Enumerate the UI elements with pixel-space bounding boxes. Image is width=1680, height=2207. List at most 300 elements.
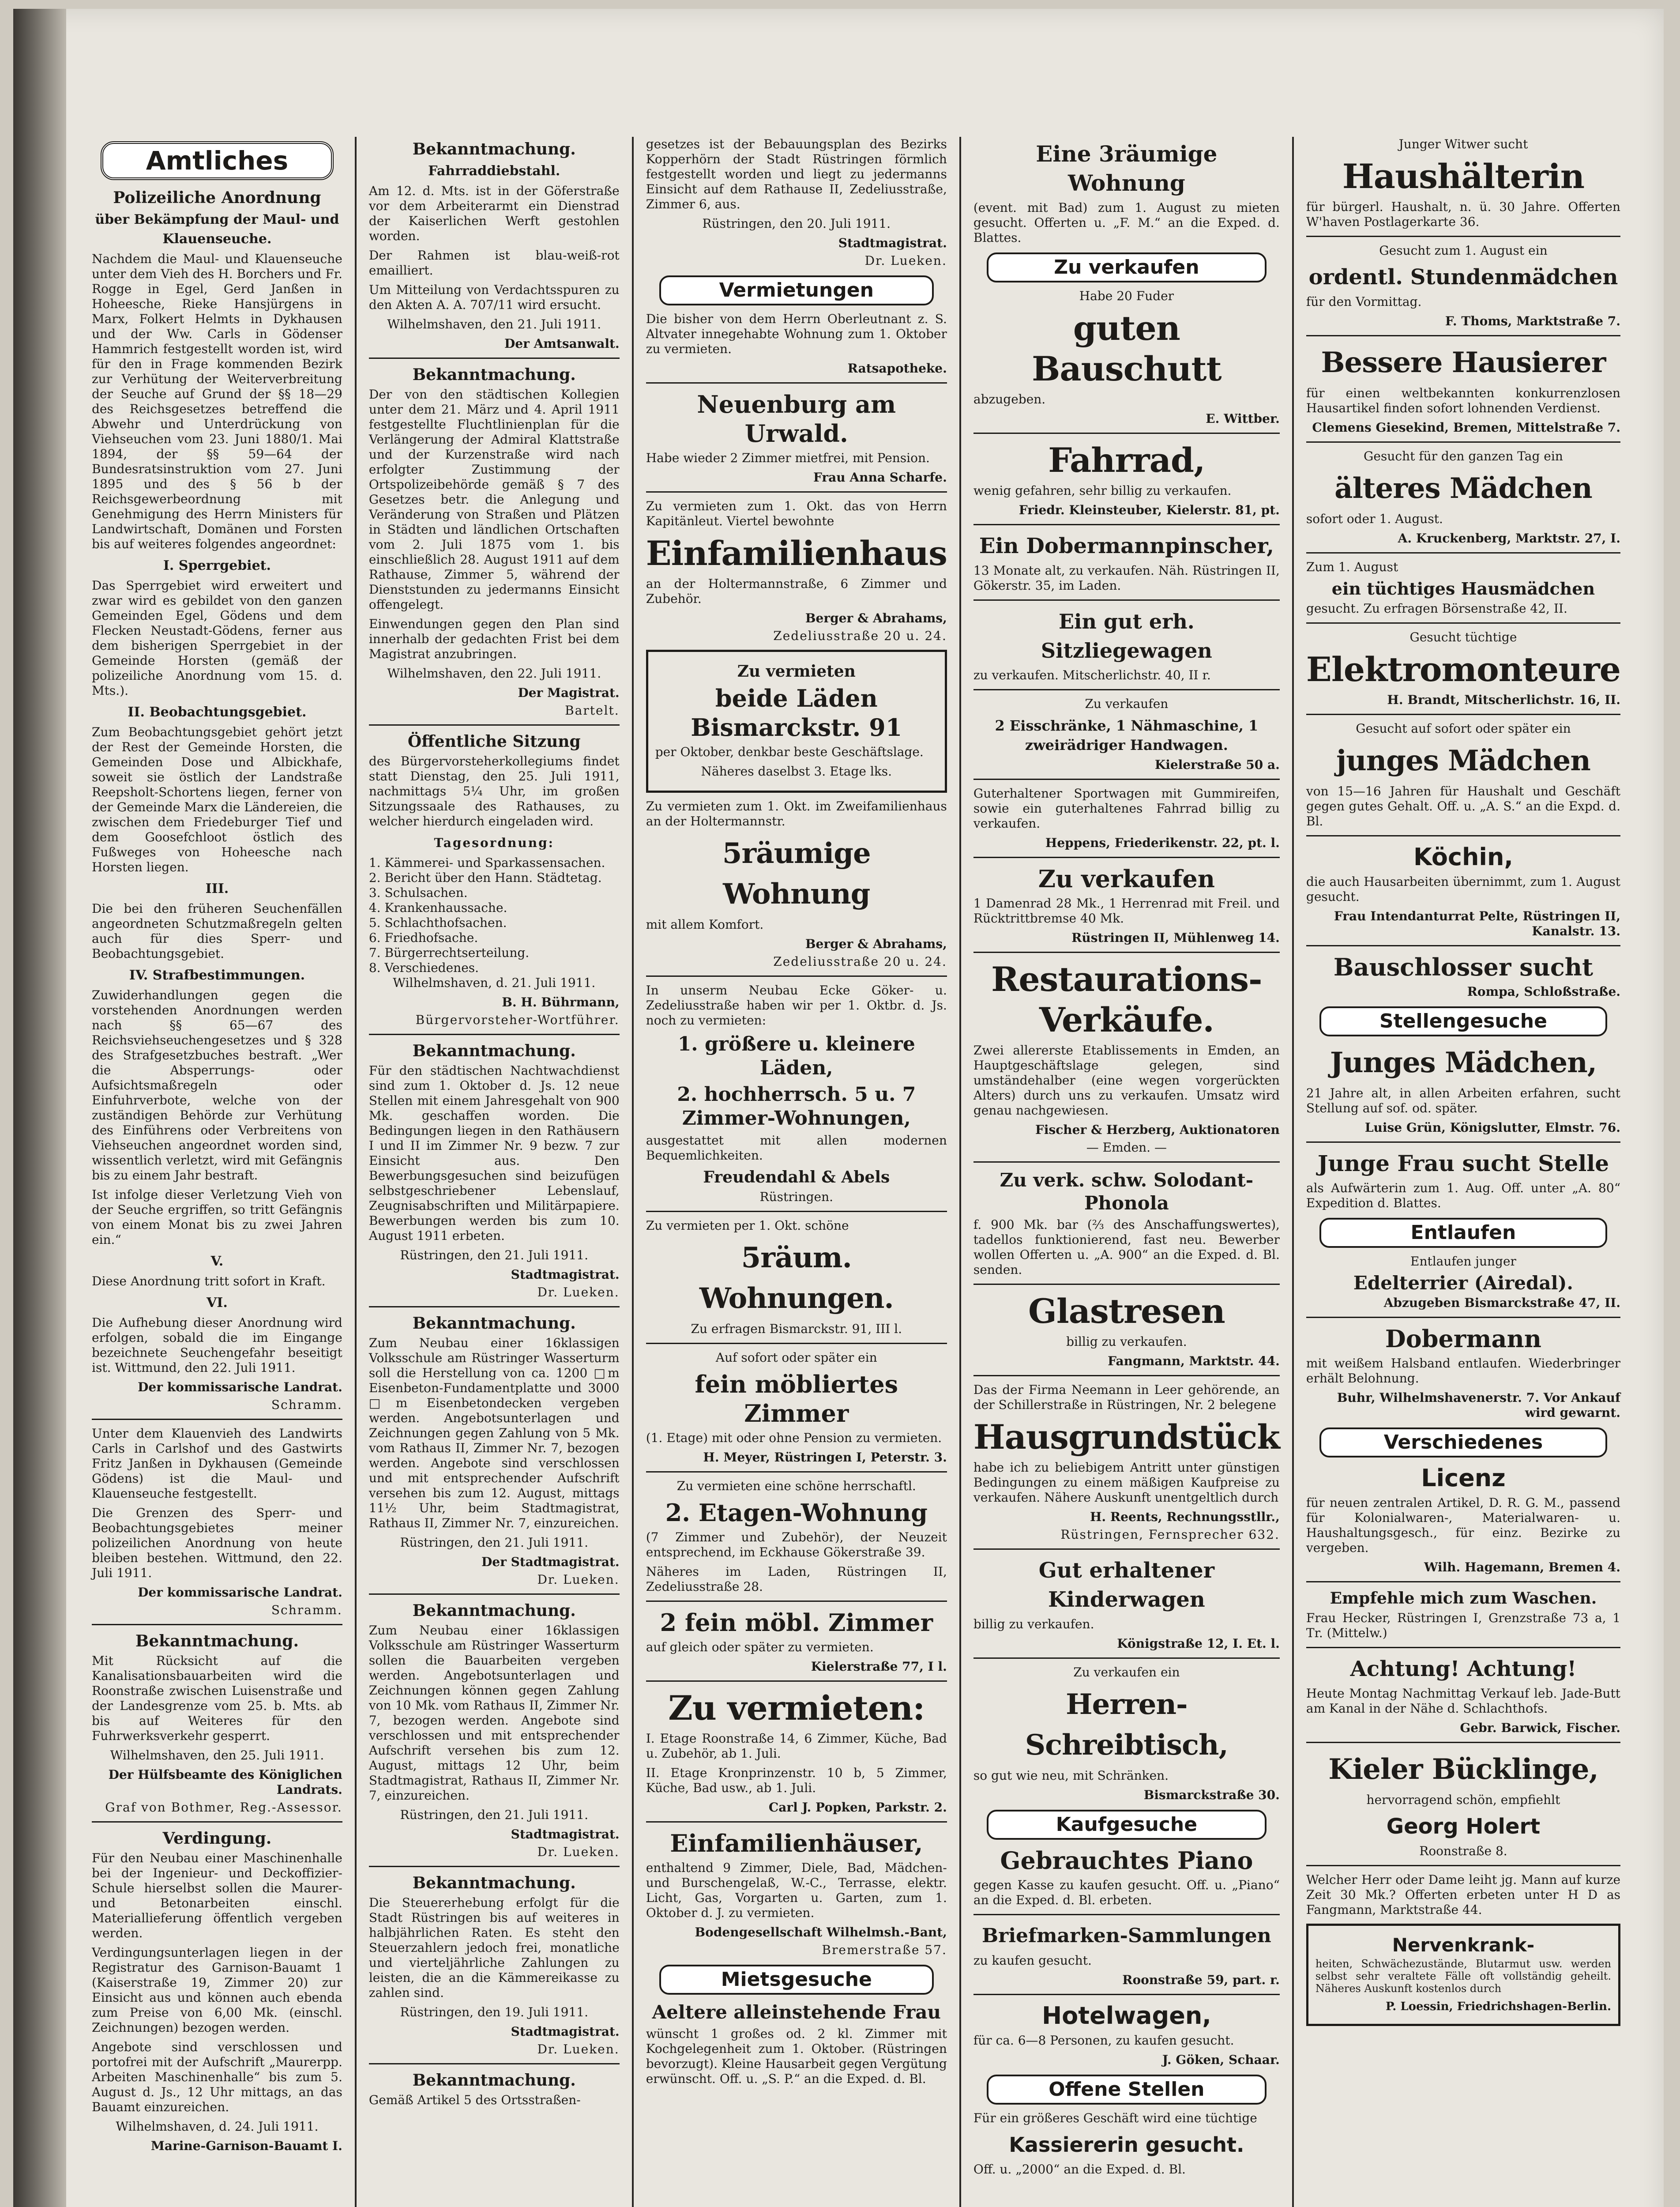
ad-headline: Bessere Hausierer — [1321, 346, 1606, 379]
ad-text: Zu verkaufen ein — [1073, 1665, 1180, 1680]
paragraph: Der Rahmen ist blau-weiß-rot emailliert. — [368, 248, 620, 278]
ad-signature: H. Meyer, Rüstringen I, Peterstr. 3. — [703, 1450, 947, 1465]
divider — [973, 689, 1280, 690]
ad-headline: Ein gut erh. Sitzliegewagen — [1041, 610, 1212, 663]
agenda-item: 3. Schulsachen. — [368, 885, 468, 900]
ad-signature: Kielerstraße 50 a. — [1154, 757, 1280, 772]
divider — [1306, 1647, 1620, 1648]
columns — [79, 137, 1633, 2207]
ad-text: Zwei allererste Etablissements in Emden, an Hauptgeschäftslage gelegen, sind umständehalber (eine wegen vorgerückten Alters) durch uns zu verkaufen. Umsatz wird genau nachgewiesen. — [973, 1043, 1280, 1118]
ad-headline: Hausgrundstück — [973, 1417, 1280, 1457]
paragraph: Wilhelmshaven, d. 21. Juli 1911. — [393, 975, 596, 990]
divider — [369, 1866, 620, 1867]
signature: Der kommissarische Landrat. — [138, 1585, 342, 1600]
divider — [369, 1034, 620, 1035]
ad-text: Zu vermieten eine schöne herrschaftl. — [677, 1479, 916, 1493]
agenda-heading: Tagesordnung: — [434, 836, 554, 850]
section-banner-kaufgesuche: Kaufgesuche — [987, 1810, 1267, 1840]
ad-headline: 2 Eisschränke, 1 Nähmaschine, 1 zweirädriger Handwagen. — [995, 717, 1259, 753]
paragraph: Wilhelmshaven, d. 24. Juli 1911. — [116, 2119, 319, 2134]
divider — [973, 1284, 1280, 1285]
ad-signature: Heppens, Friederikenstr. 22, pt. l. — [1045, 836, 1280, 850]
notice-title: Bekanntmachung. — [412, 1874, 576, 1892]
divider — [973, 599, 1280, 601]
divider — [646, 1471, 947, 1473]
ad-text: für bürgerl. Haushalt, n. ü. 30 Jahre. Offerten W'haven Postlagerkarte 36. — [1306, 200, 1621, 229]
section-banner-offene-stellen: Offene Stellen — [987, 2075, 1267, 2105]
ad-text: Junger Witwer sucht — [1398, 137, 1528, 151]
column-2 — [355, 137, 632, 2207]
ad-signature: Frau Anna Scharfe. — [813, 470, 947, 485]
ad-text: ausgestattet mit allen modernen Bequemlichkeiten. — [646, 1133, 947, 1163]
signature: Der Magistrat. — [518, 685, 620, 700]
column-1 — [79, 137, 355, 2207]
ad-text: per Oktober, denkbar beste Geschäftslage. — [655, 745, 924, 759]
ad-headline: Bauschlosser sucht — [1333, 953, 1594, 981]
agenda-item: 8. Verschiedenes. — [368, 960, 479, 975]
ad-signature: Wilh. Hagemann, Bremen 4. — [1424, 1560, 1621, 1574]
section-banner-verschiedenes: Verschiedenes — [1319, 1427, 1607, 1458]
ad-text: 21 Jahre alt, in allen Arbeiten erfahren, sucht Stellung auf sof. od. später. — [1306, 1086, 1621, 1115]
ad-text: mit allem Komfort. — [646, 917, 764, 932]
signature-name: Dr. Lueken. — [864, 253, 947, 268]
ad-headline: 1. größere u. kleinere Läden, — [677, 1033, 915, 1079]
ad-text: für neuen zentralen Artikel, D. R. G. M., passend für Kolonialwaren-, Materialwaren- u. Haushaltungsgesch., für einz. Bezirke zu vergeben. — [1306, 1495, 1621, 1555]
ad-signature: Roonstraße 8. — [1419, 1844, 1507, 1858]
agenda-item: 6. Friedhofsache. — [368, 930, 478, 945]
ad-text: (event. mit Bad) zum 1. August zu mieten gesucht. Offerten u. „F. M.“ an die Exped. d. Blattes. — [973, 200, 1280, 245]
section-heading: III. — [205, 881, 229, 896]
ad-text: habe ich zu beliebigem Antritt unter günstigen Bedingungen zu einem mäßigen Kaufpreise zu verkaufen. Nähere Auskunft unentgeltlich durch — [973, 1460, 1280, 1505]
ad-text: Das der Firma Neemann in Leer gehörende, an der Schillerstraße in Rüstringen, Nr. 2 belegene — [973, 1382, 1280, 1412]
paragraph: Nachdem die Maul- und Klauenseuche unter dem Vieh des H. Borchers und Fr. Rogge in Egel, Gerd Janßen in Hoheesche, Rieke Hansjürgens in Marx, Folkert Helmts in Dykhausen und der Ww. Carls in Gödenser Hammrich festgestellt worden ist, wird für den in Frage kommenden Bezirk zur Verhütung der Weiterverbreitung der Seuche auf Grund der §§ 18—29 des Reichsgesetzes betreffend die Abwehr und Unterdrückung von Viehseuchen vom 23. Juni 1880/1. Mai 1894, der §§ 59—64 der Bundesratsinstruktion vom 27. Juni 1895 und des § 56 b der Reichsgewerbeordnung mit Genehmigung des Herrn Ministers für Landwirtschaft, Domänen und Forsten bis auf weiteres folgendes angeordnet: — [92, 252, 342, 551]
section-banner-vermietungen: Vermietungen — [659, 275, 934, 305]
signature: Marine-Garnison-Bauamt I. — [150, 2139, 342, 2153]
ad-signature: Rompa, Schloßstraße. — [1467, 984, 1621, 999]
ad-headline: Restaurations-Verkäufe. — [991, 960, 1262, 1039]
paragraph: Die Aufhebung dieser Anordnung wird erfolgen, sobald die im Eingange bezeichnete Seuchengefahr beseitigt ist. Wittmund, den 22. Juli 1911. — [92, 1315, 342, 1375]
paragraph: Zum Beobachtungsgebiet gehört jetzt der Rest der Gemeinde Horsten, die Gemeinden Dose und Albickhafe, soweit sie östlich der Landstraße Reepsholt-Schortens liegen, ferner von der Gemeinde Marx die Ländereien, die zwischen dem Friedeburger Tief und dem Goosefchloot östlich des Fußweges von Hoheesche nach Horsten liegen. — [92, 725, 342, 874]
divider — [646, 382, 947, 384]
ad-headline: Elektromonteure — [1306, 650, 1621, 689]
ad-signature: Berger & Abrahams, — [805, 611, 947, 625]
section-heading: II. Beobachtungsgebiet. — [128, 704, 307, 720]
divider — [369, 2063, 620, 2064]
divider — [973, 1994, 1280, 1995]
ad-text: heiten, Schwächezustände, Blutarmut usw. werden selbst sehr veraltete Fälle oft vollständig geheilt. Näheres Auskunft kostenlos durch — [1315, 1958, 1612, 1995]
paragraph: Rüstringen, den 21. Juli 1911. — [400, 1248, 589, 1262]
divider — [646, 1211, 947, 1212]
ad-text: wünscht 1 großes od. 2 kl. Zimmer mit Kochgelegenheit zum 1. Oktober. (Rüstringen bevorzugt). Kleine Hausarbeit gegen Vergütung erwünscht. Off. u. „S. P.“ an die Exped. d. Bl. — [646, 2026, 947, 2086]
ad-signature: Friedr. Kleinsteuber, Kielerstr. 81, pt. — [1019, 503, 1280, 517]
notice-subtitle: Fahrraddiebstahl. — [428, 163, 560, 179]
ad-signature: H. Brandt, Mitscherlichstr. 16, II. — [1387, 693, 1621, 707]
ad-signature: Freudendahl & Abels — [703, 1168, 890, 1186]
notice-title: Öffentliche Sitzung — [407, 732, 581, 751]
ad-headline: Herren-Schreibtisch, — [1025, 1688, 1228, 1762]
paragraph: Einwendungen gegen den Plan sind innerhalb der gedachten Frist bei dem Magistrat anzubringen. — [368, 617, 620, 661]
ad-text: Gesucht zum 1. August ein — [1379, 243, 1548, 258]
ad-headline: Dobermann — [1385, 1325, 1541, 1353]
ad-signature: Bodengesellschaft Wilhelmsh.-Bant, — [695, 1925, 947, 1940]
ad-signature: F. Thoms, Marktstraße 7. — [1445, 314, 1621, 328]
signature-name: Bürgervorsteher-Wortführer. — [415, 1013, 620, 1027]
ad-text: Für ein größeres Geschäft wird eine tüchtige — [973, 2111, 1257, 2125]
ad-signature-address: — Emden. — — [1086, 1140, 1167, 1155]
section-banner-stellengesuche: Stellengesuche — [1319, 1006, 1607, 1036]
divider — [1306, 835, 1620, 836]
ad-text: (1. Etage) mit oder ohne Pension zu vermieten. — [646, 1431, 942, 1445]
paragraph: Rüstringen, den 21. Juli 1911. — [400, 1535, 589, 1550]
agenda-item: 4. Krankenhaussache. — [368, 900, 507, 915]
ad-text: Habe wieder 2 Zimmer mietfrei, mit Pension. — [646, 451, 930, 465]
ad-text: Zum 1. August — [1306, 560, 1398, 574]
ad-signature: Frau Intendanturrat Pelte, Rüstringen II, Kanalstr. 13. — [1334, 909, 1621, 938]
agenda-item: 5. Schlachthofsachen. — [368, 915, 507, 930]
agenda-item: 7. Bürgerrechtserteilung. — [368, 945, 530, 960]
ad-headline: Nervenkrank- — [1392, 1934, 1535, 1956]
notice-title: Bekanntmachung. — [412, 365, 576, 384]
notice-title: Bekanntmachung. — [412, 1601, 576, 1620]
ad-signature: Königstraße 12, I. Et. l. — [1117, 1636, 1280, 1651]
ad-signature: Carl J. Popken, Parkstr. 2. — [768, 1800, 947, 1815]
divider — [1306, 1581, 1620, 1582]
ad-headline: Neuenburg am Urwald. — [697, 390, 896, 448]
paragraph: Für den städtischen Nachtwachdienst sind zum 1. Oktober d. Js. 12 neue Stellen mit einem Jahresgehalt von 900 Mk. geschaffen worden. Die Bedingungen liegen in den Rathäusern I und II im Zimmer Nr. 9 bezw. 7 zur Einsicht aus. Den Bewerbungsgesuchen sind beizufügen selbstgeschriebener Lebenslauf, Zeugnisabschriften und Militärpapiere. Bewerbungen werden bis zum 10. August 1911 erbeten. — [368, 1063, 620, 1243]
divider — [369, 724, 620, 726]
ad-text: Frau Hecker, Rüstringen I, Grenzstraße 73 a, 1 Tr. (Mittelw.) — [1306, 1611, 1621, 1640]
ad-signature: J. Göken, Schaar. — [1162, 2053, 1280, 2067]
signature-name: Schramm. — [271, 1397, 342, 1412]
section-heading: VI. — [207, 1295, 228, 1311]
section-banner-mietsgesuche: Mietsgesuche — [659, 1965, 934, 1995]
paragraph: Rüstringen, den 21. Juli 1911. — [400, 1808, 589, 1822]
paragraph: Angebote sind verschlossen und portofrei mit der Aufschrift „Maurerpp. Arbeiten Maschinenhalle“ bis zum 5. August d. Js., 12 Uhr mittags, an das Bauamt einzureichen. — [92, 2040, 342, 2114]
ad-headline: Fahrrad, — [1048, 441, 1205, 480]
ad-box — [646, 650, 947, 793]
ad-headline: Eine 3räumige Wohnung — [1036, 141, 1218, 196]
ad-headline: Zu vermieten: — [668, 1688, 925, 1728]
ad-signature: Fangmann, Marktstr. 44. — [1108, 1354, 1280, 1368]
ad-signature: H. Reents, Rechnungsstllr., — [1090, 1510, 1280, 1524]
divider — [1306, 1865, 1620, 1866]
ad-text: Habe 20 Fuder — [1079, 289, 1174, 303]
ad-signature: P. Loessin, Friedrichshagen-Berlin. — [1386, 2000, 1612, 2013]
divider — [1306, 622, 1620, 624]
paragraph: Verdingungsunterlagen liegen in der Registratur des Garnison-Bauamt 1 (Kaiserstraße 19, Zimmer 20) zur Einsicht aus und können auch ebenda zum Preise von 6,00 Mk. (einschl. Zeichnungen) bezogen werden. — [92, 1945, 342, 2035]
signature-name: Schramm. — [271, 1603, 342, 1617]
paragraph: Der von den städtischen Kollegien unter dem 21. März und 4. April 1911 festgestellte Fluchtlinienplan für die Verlängerung der Admiral Klattstraße und der Kurzenstraße wird nach erfolgter Zustimmung der Ortspolizeibehörde gemäß § 7 des Gesetzes betr. die Anlegung und Veränderung von Straßen und Plätzen in Städten und ländlichen Ortschaften vom 2. Juli 1875 vom 1. bis einschließlich 28. August 1911 auf dem Rathause, Zimmer 5, während der Dienststunden zu jedermanns Einsicht offengelegt. — [368, 387, 620, 612]
ad-signature-address: Zedeliusstraße 20 u. 24. — [773, 954, 947, 969]
ad-text: zu kaufen gesucht. — [973, 1953, 1092, 1968]
ad-signature: Ratsapotheke. — [847, 361, 947, 376]
ad-headline: älteres Mädchen — [1334, 472, 1592, 505]
paragraph: Gemäß Artikel 5 des Ortsstraßen- — [368, 2093, 581, 2107]
section-banner-entlaufen: Entlaufen — [1319, 1218, 1607, 1248]
ad-headline: ein tüchtiges Hausmädchen — [1331, 579, 1595, 599]
paragraph: Wilhelmshaven, den 25. Juli 1911. — [110, 1748, 324, 1763]
ad-text: als Aufwärterin zum 1. Aug. Off. unter „A. 80“ Expedition d. Blattes. — [1306, 1181, 1621, 1210]
divider — [973, 433, 1280, 434]
ad-signature: Berger & Abrahams, — [805, 937, 947, 951]
paragraph: Rüstringen, den 19. Juli 1911. — [400, 2005, 589, 2019]
ad-text: die auch Hausarbeiten übernimmt, zum 1. August gesucht. — [1306, 874, 1621, 904]
ad-headline: junges Mädchen — [1336, 744, 1590, 777]
ad-headline: Zu verkaufen — [1038, 865, 1215, 893]
divider — [646, 1343, 947, 1344]
ad-text: Auf sofort oder später ein — [715, 1350, 877, 1365]
divider — [369, 1306, 620, 1307]
ad-text: für den Vormittag. — [1306, 294, 1422, 309]
paragraph: Das Sperrgebiet wird erweitert und zwar wird es gebildet von den ganzen Gemeinden Egel, Gödens und dem Flecken Neustadt-Gödens, ferner aus dem bisherigen Sperrgebiet in der Gemeinde Horsten (gemäß der polizeiliche Anordnung vom 15. d. Mts.). — [92, 578, 342, 698]
divider — [973, 857, 1280, 858]
ad-headline: Gebrauchtes Piano — [1000, 1846, 1253, 1875]
ad-text: zu verkaufen. Mitscherlichstr. 40, II r. — [973, 668, 1211, 682]
ad-headline: ordentl. Stundenmädchen — [1308, 265, 1618, 290]
ad-text: gesucht. Zu erfragen Börsenstraße 42, II. — [1306, 601, 1567, 616]
ad-text: sofort oder 1. August. — [1306, 512, 1443, 526]
ad-text: Zu vermieten zum 1. Okt. das von Herrn Kapitänleut. Viertel bewohnte — [646, 499, 947, 528]
ad-headline: Zu verk. schw. Solodant-Phonola — [1000, 1169, 1254, 1214]
divider — [646, 491, 947, 493]
ad-text: f. 900 Mk. bar (⅔ des Anschaffungswertes), tadellos funktionierend, fast neu. Bewerber wollen Offerten u. „A. 900“ an die Exped. d. Bl. senden. — [973, 1217, 1280, 1277]
paragraph: gesetzes ist der Bebauungsplan des Bezirks Kopperhörn der Stadt Rüstringen förmlich festgestellt worden und liegt zu jedermanns Einsicht auf dem Rathause II, Zedeliusstraße, Zimmer 6, aus. — [646, 137, 947, 211]
ad-signature-address: Zedeliusstraße 20 u. 24. — [773, 629, 947, 643]
ad-signature: Gebr. Barwick, Fischer. — [1460, 1721, 1621, 1735]
paragraph: Rüstringen, den 20. Juli 1911. — [702, 216, 891, 231]
ad-text: Zu vermieten per 1. Okt. schöne — [646, 1218, 849, 1233]
ad-text: Gesucht für den ganzen Tag ein — [1364, 449, 1563, 463]
ad-signature: Clemens Giesekind, Bremen, Mittelstraße 7. — [1312, 420, 1621, 435]
ad-headline: Ein Dobermannpinscher, — [979, 534, 1274, 558]
divider — [973, 779, 1280, 780]
paragraph: Unter dem Klauenvieh des Landwirts Carls in Carlshof und des Gastwirts Fritz Janßen in Dykhausen (Gemeinde Gödens) ist die Maul- und Klauenseuche festgestellt. — [92, 1426, 342, 1501]
ad-text: abzugeben. — [973, 392, 1046, 407]
divider — [973, 1657, 1280, 1659]
ad-text: Zu erfragen Bismarckstr. 91, III l. — [691, 1322, 902, 1336]
paragraph: Zuwiderhandlungen gegen die vorstehenden Anordnungen werden nach §§ 65—67 des Reichsviehseuchengesetzes und § 328 des Strafgesetzbuches bestraft. „Wer die Absperrungs- oder Aufsichtsmaßregeln oder Einfuhrverbote, welche von der zuständigen Behörde zur Verhütung des Einführens oder Verbreitens von Viehseuchen angeordnet worden sind, wissentlich verletzt, wird mit Gefängnis bis zu einem Jahr bestraft. — [92, 988, 342, 1183]
paragraph: Diese Anordnung tritt sofort in Kraft. — [92, 1274, 326, 1288]
ad-headline: Junges Mädchen, — [1330, 1046, 1597, 1079]
ad-text: wenig gefahren, sehr billig zu verkaufen. — [973, 483, 1232, 498]
agenda-item: 1. Kämmerei- und Sparkassensachen. — [368, 855, 605, 870]
ad-headline: Edelterrier (Airedal). — [1353, 1272, 1574, 1294]
notice-title: Bekanntmachung. — [135, 1632, 299, 1650]
ad-text: an der Holtermannstraße, 6 Zimmer und Zubehör. — [646, 576, 947, 606]
ad-headline: Kassiererin gesucht. — [1009, 2133, 1244, 2157]
ad-text: auf gleich oder später zu vermieten. — [646, 1640, 874, 1654]
paragraph: Zum Neubau einer 16klassigen Volksschule am Rüstringer Wasserturm sollen die Bauarbeiten vergeben werden. Angebotsunterlagen und Zeichnungen können gegen Zahlung von 10 Mk. vom Rathaus II, Zimmer Nr. 7, bezogen werden. Angebote sind verschlossen und mit entsprechender Aufschrift versehen bis zum 12. August, mittags 12 Uhr, beim Stadtmagistrat, Rathaus II, Zimmer Nr. 7, einzureichen. — [368, 1623, 620, 1803]
ad-headline: Achtung! Achtung! — [1350, 1657, 1577, 1681]
ad-headline: Haushälterin — [1342, 157, 1584, 196]
ad-signature: Roonstraße 59, part. r. — [1122, 1973, 1280, 1987]
ad-signature: Bismarckstraße 30. — [1143, 1788, 1280, 1802]
ad-headline: Hotelwagen, — [1041, 2002, 1211, 2030]
notice-title: Bekanntmachung. — [412, 1042, 576, 1060]
ad-headline: Einfamilienhäuser, — [670, 1829, 923, 1857]
divider — [973, 1548, 1280, 1550]
paragraph: des Bürgervorsteherkollegiums findet statt Dienstag, den 25. Juli 1911, nachmittags 5¼ Uhr, im großen Sitzungssaale des Rathauses, zu welcher hierdurch eingeladen wird. — [368, 754, 620, 829]
divider — [973, 524, 1280, 525]
ad-text: Welcher Herr oder Dame leiht jg. Mann auf kurze Zeit 30 Mk.? Offerten erbeten unter H D as Fangmann, Marktstraße 44. — [1306, 1872, 1621, 1917]
ad-headline: Köchin, — [1413, 843, 1513, 871]
ad-text: für einen weltbekannten konkurrenzlosen Hausartikel finden sofort lohnenden Verdienst. — [1306, 386, 1621, 415]
ad-signature: E. Wittber. — [1206, 411, 1280, 426]
signature: Der Hülfsbeamte des Königlichen Landrats. — [108, 1767, 342, 1797]
divider — [973, 1914, 1280, 1915]
divider — [646, 1680, 947, 1682]
ad-headline: Empfehle mich zum Waschen. — [1330, 1589, 1597, 1608]
paragraph: Zum Neubau einer 16klassigen Volksschule am Rüstringer Wasserturm soll die Herstellung von ca. 1200 □m Eisenbeton-Fundamentplatte und 3000 □m Eisenbetondecken vergeben werden. Angebotsunterlagen und Zeichnungen gegen Zahlung von 5 Mk. vom Rathaus II, Zimmer Nr. 7, bezogen werden. Angebote sind verschlossen und mit entsprechender Aufschrift versehen bis zum 12. August, mittags 11½ Uhr, beim Stadtmagistrat, Rathaus II, Zimmer Nr. 7, einzureichen. — [368, 1336, 620, 1530]
column-4 — [959, 137, 1292, 2207]
signature-name: Graf von Bothmer, Reg.-Assessor. — [105, 1800, 342, 1815]
notice-title: Bekanntmachung. — [412, 140, 576, 158]
ad-signature: Kielerstraße 77, I l. — [811, 1659, 947, 1674]
divider — [646, 1821, 947, 1823]
ad-text: Gesucht tüchtige — [1409, 630, 1517, 644]
section-banner-amtliches: Amtliches — [101, 141, 334, 180]
ad-text: In unserm Neubau Ecke Göker- u. Zedeliusstraße haben wir per 1. Oktbr. d. Js. noch zu vermieten: — [646, 983, 947, 1028]
divider — [1306, 1141, 1620, 1143]
ad-text: gegen Kasse zu kaufen gesucht. Off. u. „Piano“ an die Exped. d. Bl. erbeten. — [973, 1878, 1280, 1907]
notice-title: Bekanntmachung. — [412, 1314, 576, 1333]
divider — [1306, 1742, 1620, 1743]
ad-text: Gesucht auf sofort oder später ein — [1356, 721, 1571, 736]
ad-signature: Luise Grün, Königslutter, Elmstr. 76. — [1364, 1120, 1621, 1135]
agenda-list — [369, 855, 620, 975]
ad-headline: Junge Frau sucht Stelle — [1317, 1150, 1609, 1176]
divider — [646, 975, 947, 977]
section-heading: IV. Strafbestimmungen. — [129, 968, 305, 983]
ad-text: so gut wie neu, mit Schränken. — [973, 1768, 1169, 1783]
signature-name: Dr. Lueken. — [537, 1285, 620, 1299]
ad-text: Näheres im Laden, Rüstringen II, Zedeliusstraße 28. — [646, 1564, 947, 1594]
ad-signature: Rüstringen II, Mühlenweg 14. — [1071, 930, 1280, 945]
paragraph: Die Steuererhebung erfolgt für die Stadt Rüstringen bis auf weiteres in halbjährlichen Raten. Es steht den Steuerzahlern jedoch frei, monatliche und vierteljährliche Zahlungen zu leisten, die an die Kämmereikasse zu zahlen sind. — [368, 1895, 620, 2000]
paragraph: Ist infolge dieser Verletzung Vieh von der Seuche ergriffen, so tritt Gefängnis von einem Monat bis zu zwei Jahren ein.“ — [92, 1187, 342, 1247]
page-binding — [13, 9, 66, 2207]
ad-headline: beide Läden Bismarckstr. 91 — [691, 684, 902, 742]
ad-text: Zu verkaufen — [1085, 697, 1169, 711]
signature-name: Bartelt. — [565, 703, 620, 718]
signature: Stadtmagistrat. — [511, 2024, 620, 2039]
divider — [1306, 335, 1620, 336]
signature: Stadtmagistrat. — [838, 236, 947, 250]
ad-text: 13 Monate alt, zu verkaufen. Näh. Rüstringen II, Gökerstr. 35, im Laden. — [973, 563, 1280, 593]
ad-signature: Buhr, Wilhelmshavenerstr. 7. Vor Ankauf wird gewarnt. — [1337, 1390, 1621, 1420]
ad-headline: Glastresen — [1028, 1292, 1225, 1331]
section-heading: V. — [210, 1254, 224, 1269]
ad-text: billig zu verkaufen. — [973, 1617, 1094, 1631]
divider — [973, 1161, 1280, 1163]
ad-headline: Einfamilienhaus — [646, 534, 947, 573]
ad-headline: Briefmarken-Sammlungen — [981, 1925, 1271, 1947]
newspaper-page — [13, 9, 1664, 2207]
divider — [92, 1821, 342, 1823]
ad-text: Näheres daselbst 3. Etage lks. — [701, 764, 892, 779]
ad-signature-address: Rüstringen. — [759, 1190, 834, 1204]
divider — [92, 1419, 342, 1420]
ad-headline: Georg Holert — [1386, 1814, 1541, 1839]
ad-text: (7 Zimmer und Zubehör), der Neuzeit entsprechend, im Eckhause Gökerstraße 39. — [646, 1530, 947, 1559]
ad-signature-address: Bremerstraße 57. — [822, 1943, 947, 1957]
ad-signature: Fischer & Herzberg, Auktionatoren — [1035, 1122, 1280, 1137]
divider — [1306, 552, 1620, 554]
divider — [1306, 945, 1620, 946]
paragraph: Wilhelmshaven, den 22. Juli 1911. — [387, 666, 601, 681]
ad-headline: Aeltere alleinstehende Frau — [652, 2001, 941, 2023]
signature: Stadtmagistrat. — [511, 1267, 620, 1282]
ad-headline: Kieler Bücklinge, — [1328, 1753, 1598, 1786]
paragraph: Die bei den früheren Seuchenfällen angeordneten Schutzmaßregeln gelten auch für dies Sperr- und Beobachtungsgebiet. — [92, 901, 342, 961]
ad-text: Zu vermieten zum 1. Okt. im Zweifamilienhaus an der Holtermannstr. — [646, 799, 947, 829]
ad-headline: 2. Etagen-Wohnung — [665, 1499, 928, 1527]
divider — [1306, 441, 1620, 443]
divider — [1306, 714, 1620, 715]
ad-text: Entlaufen junger — [1410, 1254, 1516, 1269]
divider — [973, 952, 1280, 953]
ad-text: Heute Montag Nachmittag Verkauf leb. Jade-Butt am Kanal in der Nähe d. Schlachthofs. — [1306, 1686, 1621, 1716]
ad-text: hervorragend schön, empfiehlt — [1366, 1793, 1560, 1807]
divider — [1306, 236, 1620, 237]
ad-text: mit weißem Halsband entlaufen. Wiederbringer erhält Belohnung. — [1306, 1356, 1621, 1386]
divider — [973, 1375, 1280, 1376]
ad-text: von 15—16 Jahren für Haushalt und Geschäft gegen gutes Gehalt. Off. u. „A. S.“ an die Expd. d. Bl. — [1306, 784, 1621, 829]
paragraph: Um Mitteilung von Verdachtsspuren zu den Akten A. A. 707/11 wird ersucht. — [368, 282, 620, 312]
ad-title: Zu vermieten — [737, 662, 856, 681]
notice-title: Polizeiliche Anordnung — [113, 188, 321, 207]
ad-text: für ca. 6—8 Personen, zu kaufen gesucht. — [973, 2033, 1234, 2048]
column-5 — [1292, 137, 1633, 2207]
ad-text: 1 Damenrad 28 Mk., 1 Herrenrad mit Freil. und Rücktrittbremse 40 Mk. — [973, 896, 1280, 926]
ad-headline: 5räum. Wohnungen. — [699, 1241, 894, 1315]
notice-title: Bekanntmachung. — [412, 2071, 576, 2090]
ad-signature: A. Kruckenberg, Marktstr. 27, I. — [1398, 531, 1621, 546]
divider — [92, 1624, 342, 1625]
signature: Der kommissarische Landrat. — [138, 1380, 342, 1394]
ad-headline: Licenz — [1421, 1464, 1506, 1492]
paragraph: Für den Neubau einer Maschinenhalle bei der Ingenieur- und Deckoffizier-Schule hierselbst sollen die Maurer- und Betonarbeiten einschl. Materiallieferung öffentlich vergeben werden. — [92, 1851, 342, 1940]
paragraph: Am 12. d. Mts. ist in der Göferstraße vor dem Arbeiterarmt ein Dienstrad der Kaiserlichen Werft gestohlen worden. — [368, 184, 620, 243]
ad-headline: guten Bauschutt — [1032, 309, 1221, 388]
section-heading: I. Sperrgebiet. — [163, 558, 271, 573]
signature-name: Dr. Lueken. — [537, 2042, 620, 2056]
paragraph: Die Grenzen des Sperr- und Beobachtungsgebietes meiner polizeilichen Anordnung von heute bleiben bestehen. Wittmund, den 22. Juli 1911. — [92, 1506, 342, 1580]
ad-text: II. Etage Kronprinzenstr. 10 b, 5 Zimmer, Küche, Bad usw., ab 1. Juli. — [646, 1766, 947, 1795]
divider — [1306, 1317, 1620, 1318]
ad-signature-address: Rüstringen, Fernsprecher 632. — [1060, 1527, 1280, 1542]
divider — [369, 358, 620, 359]
ad-text: billig zu verkaufen. — [1066, 1334, 1187, 1349]
signature-name: Dr. Lueken. — [537, 1845, 620, 1859]
ad-text: enthaltend 9 Zimmer, Diele, Bad, Mädchen- und Burschengelaß, W.-C., Terrasse, elektr. Licht, Gas, Vorgarten u. Garten, zum 1. Oktober d. J. zu vermieten. — [646, 1861, 947, 1920]
ad-headline: fein möbliertes Zimmer — [695, 1370, 898, 1427]
ad-headline: 5räumige Wohnung — [722, 837, 871, 911]
ad-text: Guterhaltener Sportwagen mit Gummireifen, sowie ein guterhaltenes Fahrrad billig zu verkaufen. — [973, 786, 1280, 831]
signature: Stadtmagistrat. — [511, 1827, 620, 1842]
column-3 — [632, 137, 959, 2207]
paragraph: Mit Rücksicht auf die Kanalisationsbauarbeiten wird die Roonstraße zwischen Luisenstraße und der Landesgrenze vom 25. b. Mts. ab bis auf Weiteres für den Fuhrwerksverkehr gesperrt. — [92, 1653, 342, 1743]
ad-text: Off. u. „2000“ an die Exped. d. Bl. — [973, 2162, 1186, 2177]
paragraph: Wilhelmshaven, den 21. Juli 1911. — [387, 317, 601, 331]
signature: Der Amtsanwalt. — [504, 336, 620, 351]
signature: Der Stadtmagistrat. — [481, 1555, 620, 1569]
signature: B. H. Bührmann, — [502, 995, 620, 1009]
signature-name: Dr. Lueken. — [537, 1572, 620, 1587]
ad-headline: 2. hochherrsch. 5 u. 7 Zimmer-Wohnungen, — [677, 1083, 916, 1130]
ad-text: Die bisher von dem Herrn Oberleutnant z. S. Altvater innegehabte Wohnung zum 1. Oktober zu vermieten. — [646, 312, 947, 356]
ad-text: I. Etage Roonstraße 14, 6 Zimmer, Küche, Bad u. Zubehör, ab 1. Juli. — [646, 1731, 947, 1761]
